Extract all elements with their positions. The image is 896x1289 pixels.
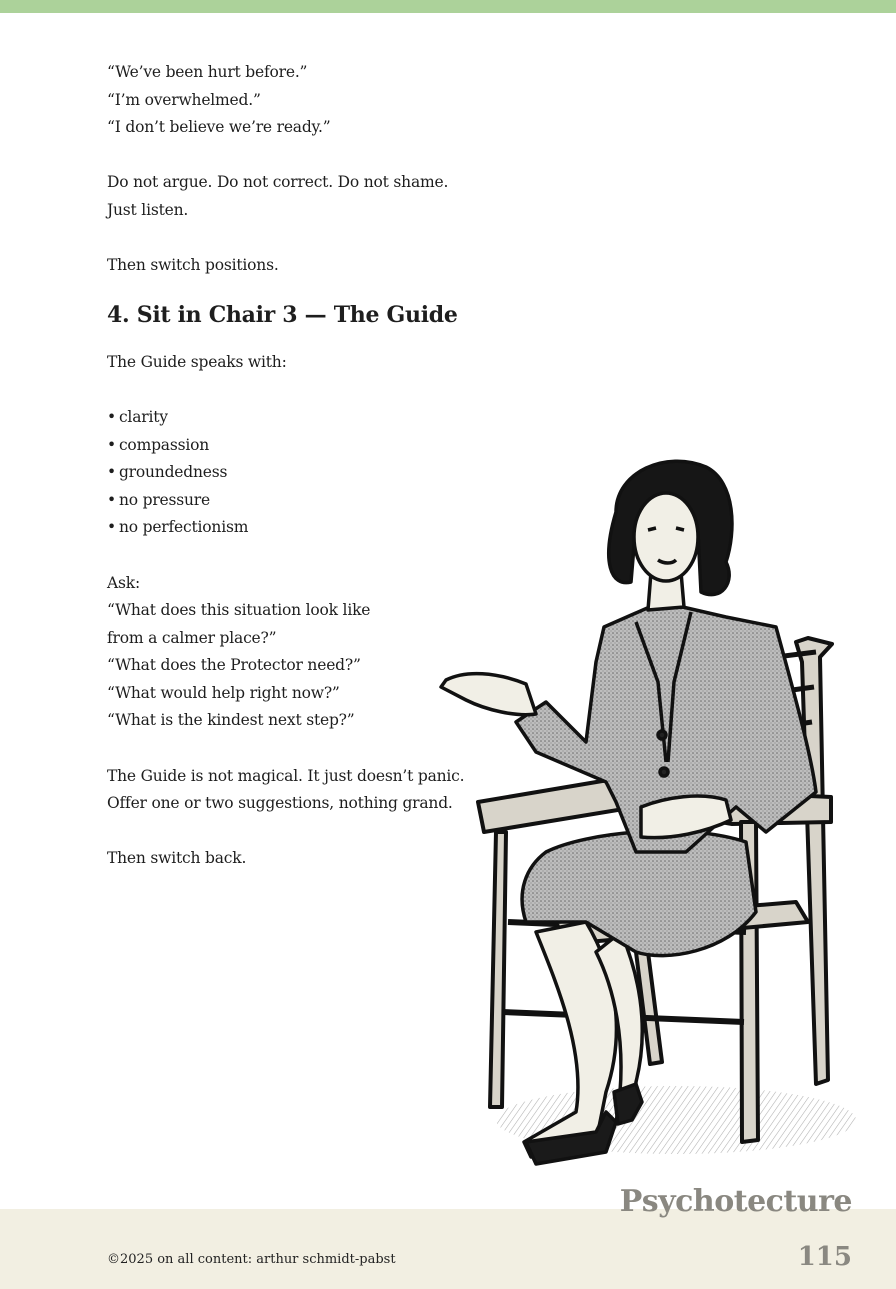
instruction-line: Do not argue. Do not correct. Do not shame.	[107, 173, 449, 192]
page-number: 115	[797, 1242, 852, 1272]
ask-question: “What does the Protector need?”	[107, 656, 361, 675]
ask-question: “What does this situation look like	[107, 601, 371, 620]
switch-back-text: Then switch back.	[107, 849, 247, 868]
list-item: • no perfectionism	[107, 514, 467, 542]
guide-intro: The Guide speaks with:	[107, 352, 287, 371]
raised-hand	[441, 674, 536, 715]
jacket-button	[660, 768, 668, 776]
brand-logo-text: Psychotecture	[619, 1184, 852, 1219]
list-item: • no pressure	[107, 487, 467, 515]
ask-question: “What would help right now?”	[107, 683, 340, 702]
instruction-line: Just listen.	[107, 200, 189, 219]
page-body	[107, 59, 467, 873]
list-item: • compassion	[107, 432, 467, 460]
ask-question: “What is the kindest next step?”	[107, 711, 355, 730]
section-heading: 4. Sit in Chair 3 — The Guide	[107, 301, 458, 328]
closing-line: Offer one or two suggestions, nothing grand.	[107, 794, 453, 813]
list-item: • groundedness	[107, 459, 467, 487]
quote-line: “I’m overwhelmed.”	[107, 90, 261, 109]
switch-positions-text: Then switch positions.	[107, 256, 279, 275]
resting-hand	[641, 796, 731, 838]
quote-line: “We’ve been hurt before.”	[107, 63, 308, 81]
list-item: • clarity	[107, 404, 467, 432]
seated-woman-illustration	[436, 452, 864, 1170]
top-accent-bar	[0, 0, 896, 13]
ask-question: from a calmer place?”	[107, 628, 277, 647]
face	[634, 493, 698, 581]
jacket-button	[658, 731, 666, 739]
ask-label: Ask:	[107, 573, 140, 592]
closing-line: The Guide is not magical. It just doesn’t panic.	[107, 766, 465, 785]
copyright-text: ©2025 on all content: arthur schmidt-pabst	[107, 1252, 396, 1267]
page-footer	[0, 1209, 896, 1289]
quote-line: “I don’t believe we’re ready.”	[107, 118, 331, 137]
